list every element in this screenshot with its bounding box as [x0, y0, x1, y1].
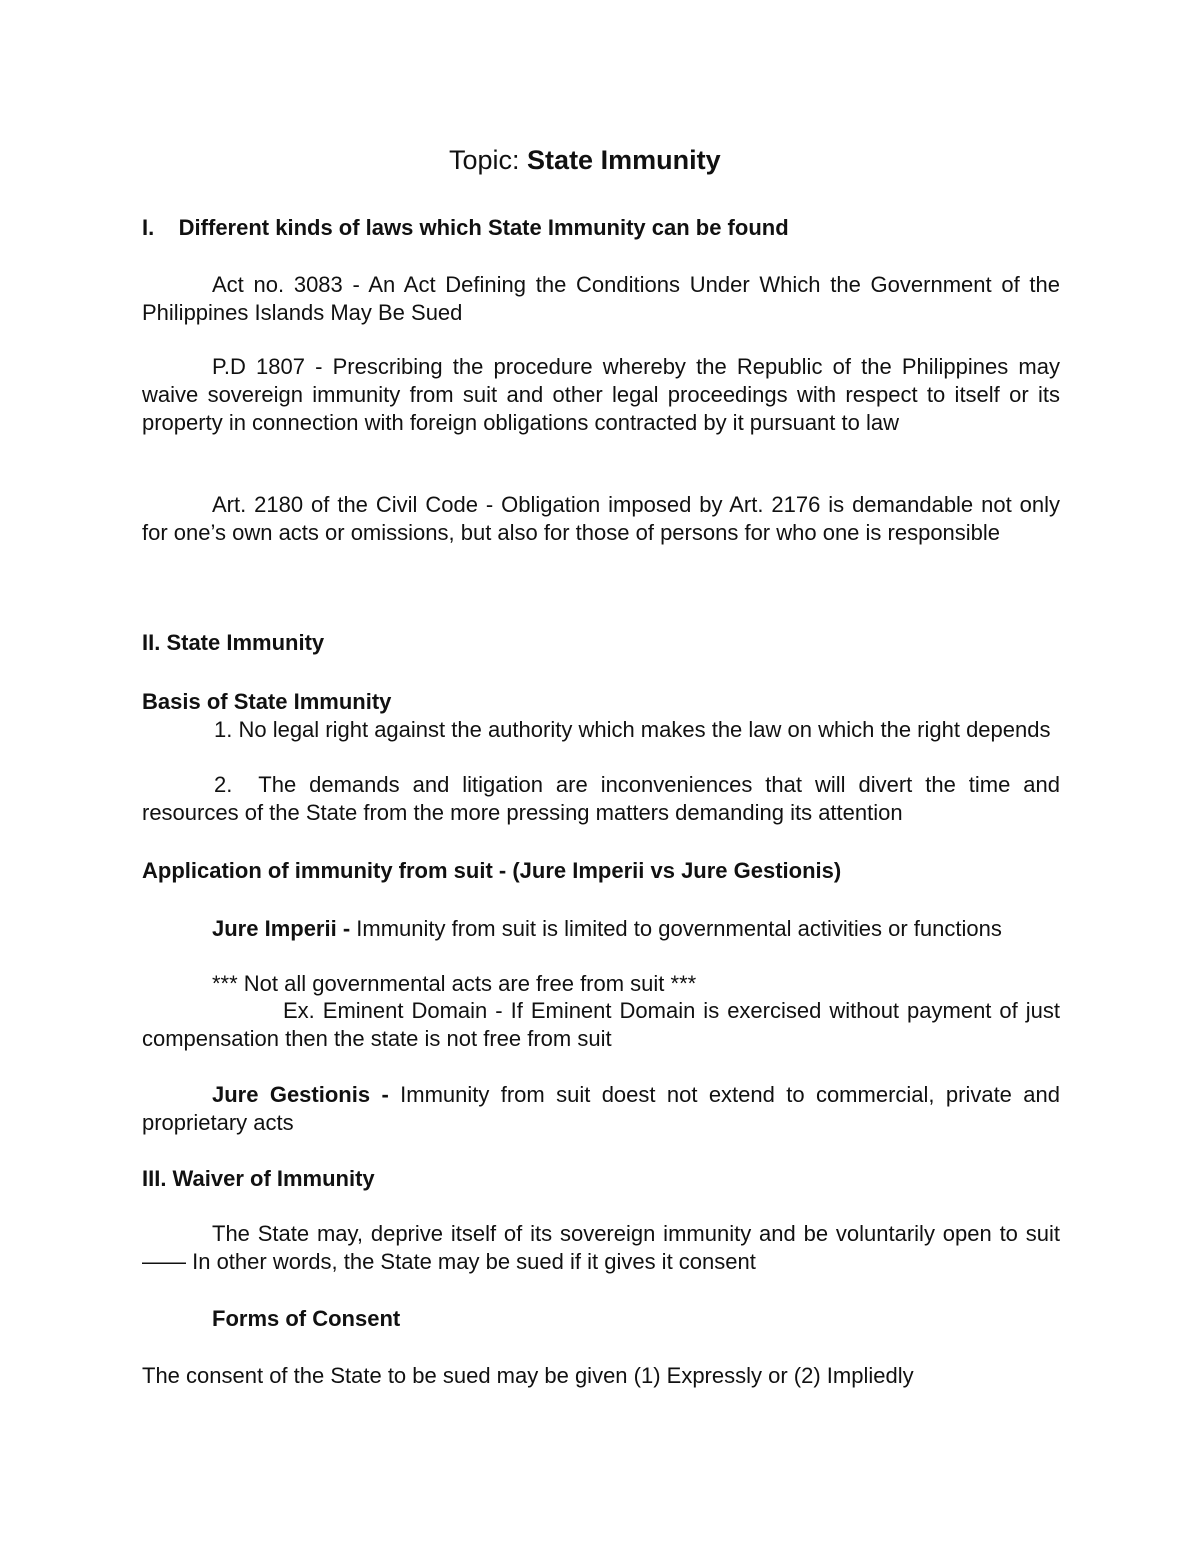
basis-item-2: 2. The demands and litigation are inconveniences that will divert the time and resources of the State from the more pressing matters demanding its attention [142, 772, 1060, 825]
basis-heading: Basis of State Immunity [142, 689, 392, 714]
jure-gestionis-label: Jure Gestionis - [212, 1082, 401, 1107]
section-1-heading: I. Different kinds of laws which State Immunity can be found [142, 215, 789, 240]
section-3-heading: III. Waiver of Immunity [142, 1166, 375, 1191]
pd-1807-paragraph: P.D 1807 - Prescribing the procedure whereby the Republic of the Philippines may waive sovereign immunity from suit and other legal proceedings with respect to itself or its property in connection with foreign obligations contracted by it pursuant to law [142, 354, 1060, 435]
waiver-paragraph: The State may, deprive itself of its sovereign immunity and be voluntarily open to suit —— In other words, the State may be sued if it gives it consent [142, 1221, 1060, 1274]
jure-imperii-text: Immunity from suit is limited to governmental activities or functions [356, 916, 1002, 941]
act-3083-paragraph: Act no. 3083 - An Act Defining the Conditions Under Which the Government of the Philippines Islands May Be Sued [142, 272, 1060, 325]
art-2180-paragraph: Art. 2180 of the Civil Code - Obligation imposed by Art. 2176 is demandable not only for one’s own acts or omissions, but also for those of persons for who one is responsible [142, 492, 1060, 545]
jure-gestionis-text: Immunity from suit doest not extend to commercial, private and proprietary acts [142, 1082, 1060, 1135]
governmental-acts-note: *** Not all governmental acts are free from suit *** [212, 971, 697, 996]
jure-gestionis-paragraph [142, 1081, 1060, 1137]
forms-of-consent-heading: Forms of Consent [212, 1306, 401, 1331]
eminent-domain-example: Ex. Eminent Domain - If Eminent Domain is exercised without payment of just compensation then the state is not free from suit [142, 998, 1060, 1051]
title-prefix: Topic: [449, 145, 528, 175]
jure-imperii-label: Jure Imperii - [212, 916, 357, 941]
consent-paragraph: The consent of the State to be sued may be given (1) Expressly or (2) Impliedly [142, 1363, 914, 1388]
application-heading: Application of immunity from suit - (Jure Imperii vs Jure Gestionis) [142, 858, 842, 883]
section-2-heading: II. State Immunity [142, 630, 325, 655]
title-bold: State Immunity [527, 145, 721, 175]
jure-imperii-paragraph [142, 915, 1060, 943]
page-title [449, 144, 721, 176]
basis-item-1: 1. No legal right against the authority which makes the law on which the right depends [214, 717, 1051, 742]
